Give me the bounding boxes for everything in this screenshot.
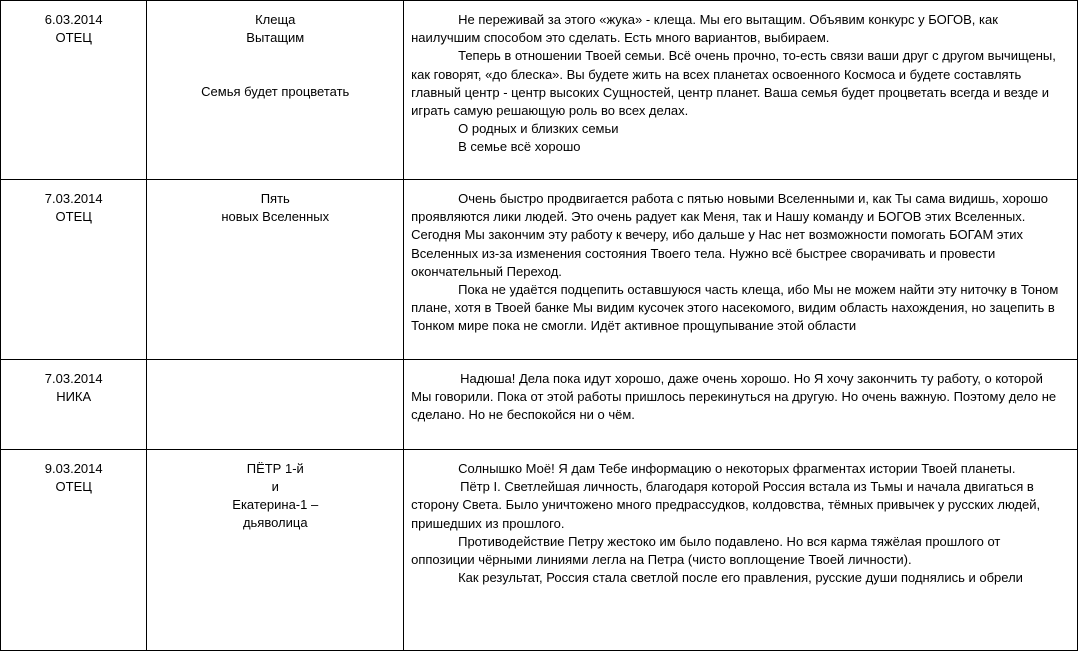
- topic-cell: [147, 450, 404, 651]
- topic-line: Екатерина-1 –: [232, 497, 319, 512]
- message-paragraph: О родных и близких семьи: [458, 121, 619, 137]
- entry-author: НИКА: [56, 389, 92, 404]
- message-cell: [404, 1, 1078, 180]
- topic-line: Клеща: [255, 12, 296, 27]
- entry-date: 9.03.2014: [44, 461, 103, 476]
- message-paragraph: Теперь в отношении Твоей семьи. Всё очень прочно, то-есть связи ваши друг с другом вычищены, как говорят, «до блеска». Вы будете жить на всех планетах освоенного Космоса и будете составлять главный центр - центр высоких Сущностей, центр планет. Ваша семья будет процветать всегда и везде и играть самую решающую роль во всех делах.: [411, 48, 1056, 119]
- message-paragraph: Очень быстро продвигается работа с пятью новыми Вселенными и, как Ты сама видишь, хорошо проявляются лики людей. Это очень радует как Меня, так и Нашу команду и БОГОВ этих Вселенных. Сегодня Мы закончим эту работу к вечеру, ибо дальше у Нас нет возможности помогать БОГАМ этих Вселенных из-за изменения состояния Твоего тела. Нужно всё быстрее сворачивать и провести окончательный Переход.: [411, 191, 1049, 279]
- table-row: [1, 1, 1078, 180]
- topic-cell: [147, 1, 404, 180]
- message-paragraph: Не переживай за этого «жука» - клеща. Мы его вытащим. Объявим конкурс у БОГОВ, как наилучшим способом это сделать. Есть много вариантов, выбираем.: [411, 12, 998, 46]
- message-paragraph: В семье всё хорошо: [458, 139, 581, 155]
- topic-line: дьяволица: [242, 515, 308, 530]
- table-row: [1, 450, 1078, 651]
- entry-date: 6.03.2014: [44, 12, 103, 27]
- message-paragraph: Пётр I. Светлейшая личность, благодаря которой Россия встала из Тьмы и начала двигаться в сторону Света. Было уничтожено много предрассудков, колдовства, тёмных привычек у русских людей, пришедших из прошлого.: [411, 479, 1041, 531]
- table-row: [1, 180, 1078, 360]
- message-cell: [404, 450, 1078, 651]
- topic-cell: [147, 180, 404, 360]
- entry-date: 7.03.2014: [44, 191, 103, 206]
- topic-line: ПЁТР 1-й: [246, 461, 304, 476]
- topic-line: Пять: [260, 191, 290, 206]
- message-cell: [404, 180, 1078, 360]
- topic-line: и: [271, 479, 279, 494]
- entry-author: ОТЕЦ: [55, 209, 92, 224]
- entry-author: ОТЕЦ: [55, 30, 92, 45]
- date-cell: [1, 450, 147, 651]
- date-cell: [1, 1, 147, 180]
- message-paragraph: Пока не удаётся подцепить оставшуюся часть клеща, ибо Мы не можем найти эту ниточку в Тоном плане, хотя в Твоей банке Мы видим кусочек этого насекомого, видим область нахождения, но зацепить в Тонком мире пока не смогли. Идёт активное прощупывание этой области: [411, 282, 1059, 334]
- message-paragraph: Надюша! Дела пока идут хорошо, даже очень хорошо. Но Я хочу закончить ту работу, о которой Мы говорили. Пока от этой работы пришлось перекинуться на другую. Но очень важную. Поэтому дело не сделано. Но не беспокойся ни о чём.: [411, 371, 1057, 423]
- entry-date: 7.03.2014: [44, 371, 103, 386]
- topic-line: новых Вселенных: [221, 209, 330, 224]
- topic-cell: [147, 360, 404, 450]
- date-cell: [1, 180, 147, 360]
- entry-author: ОТЕЦ: [55, 479, 92, 494]
- message-paragraph: Противодействие Петру жестоко им было подавлено. Но вся карма тяжёлая прошлого от оппозиции чёрными линиями легла на Петра (чисто воплощение Твоей личности).: [411, 533, 1001, 568]
- topic-note: Семья будет процветать: [201, 84, 350, 99]
- message-paragraph: Солнышко Моё! Я дам Тебе информацию о некоторых фрагментах истории Твоей планеты.: [458, 461, 1016, 476]
- message-cell: [404, 360, 1078, 450]
- date-cell: [1, 360, 147, 450]
- table-row: [1, 360, 1078, 450]
- topic-line: Вытащим: [246, 30, 305, 45]
- message-paragraph: Как результат, Россия стала светлой после его правления, русские души поднялись и обрели: [458, 570, 1023, 586]
